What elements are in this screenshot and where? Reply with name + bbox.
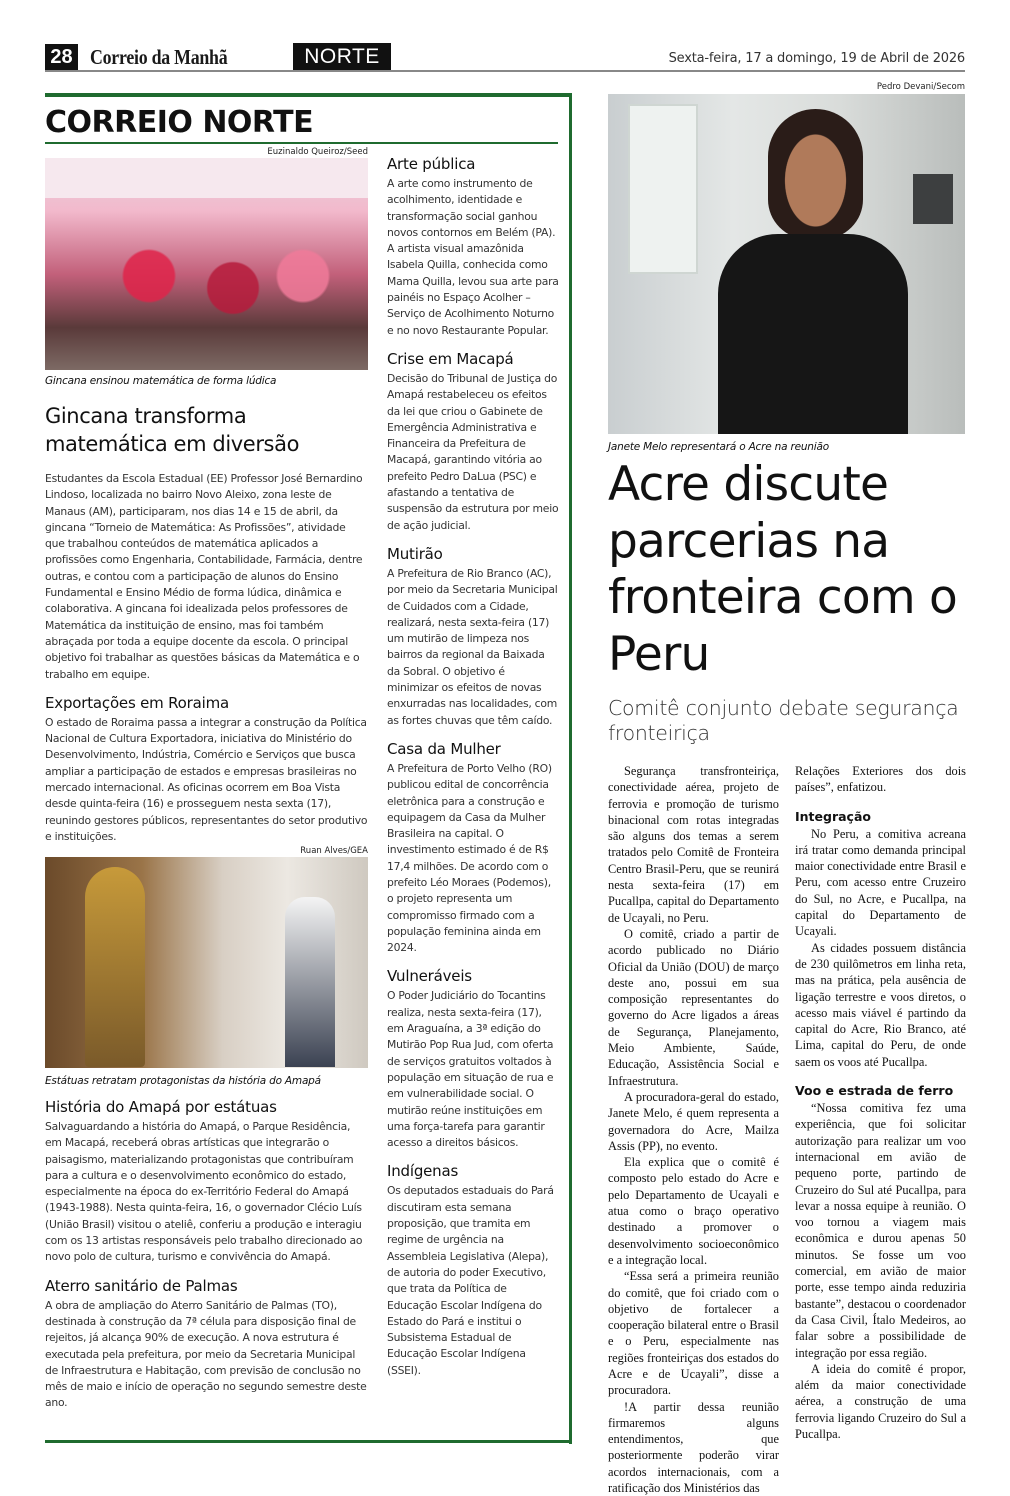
brief-body: A Prefeitura de Rio Branco (AC), por meio da Secretaria Municipal de Cuidados com a Cidade, realizará, nesta sexta-feira (17) um mutirão de limpeza nos bairros da regional da Baixada da Sobral. O objetivo é minimizar os efeitos de novas enxurradas nas localidades, com as fortes chuvas que têm caído.	[387, 566, 558, 727]
story-paragraph: As cidades possuem distância de 230 quilômetros em linha reta, mas na prática, pela ausência de ligação terrestre e voos diretos, o acesso mais viável é partindo da capital do Acre, Rio Branco, até Lima, capital do Peru, de onde saem os voos até Pucallpa.	[795, 940, 966, 1069]
brief-body: Decisão do Tribunal de Justiça do Amapá restabeleceu os efeitos da lei que criou o Gabinete de Emergência Administrativa e Financeira da Prefeitura de Macapá, garantindo vitória ao prefeito Pedro DaLua (PSC) e afastando a tentativa de suspensão da estrutura por meio de ação judicial.	[387, 371, 559, 532]
green-box-top	[45, 93, 572, 97]
brief-body: Salvaguardando a história do Amapá, o Parque Residência, em Macapá, receberá obras artísticas que integrarão o paisagismo, materializando protagonistas que contribuíram para a cultura e o desenvolvimento econômico do estado, especialmente na época do ex-Território Federal do Amapá (1943-1988). Nesta quinta-feira, 16, o governador Clécio Luís (União Brasil) visitou o ateliê, conferiu a produção e interagiu com os 13 artistas responsáveis pelo trabalho direcionado ao novo polo de cultura, turismo e convivência do Amapá.	[45, 1120, 363, 1264]
photo-statues	[45, 857, 368, 1068]
story-paragraph: O comitê, criado a partir de acordo publicado no Diário Oficial da União (DOU) de março deste ano, possui em sua composição representantes do governo do Acre ligados a áreas de Segurança, Planejamento, Meio Ambiente, Saúde, Educação, Assistência Social e Infraestrutura.	[608, 926, 779, 1088]
left-column-text	[45, 471, 368, 845]
brief-title: Vulneráveis	[387, 967, 472, 986]
photo-students	[65, 228, 345, 348]
story-paragraph: A ideia do comitê é propor, além da maior conectividade aérea, a construção de uma ferrovia ligando Cruzeiro do Sul a Pucallpa.	[795, 1361, 966, 1441]
brief-body: Os deputados estaduais do Pará discutiram esta semana proposição, que tramita em regime de urgência na Assembleia Legislativa (Alepa), de autoria do poder Executivo, que trata da Política de Educação Escolar Indígena do Estado do Pará e institui o Subsistema Estadual de Educação Escolar Indígena (SSEI).	[387, 1184, 554, 1377]
photo-banner	[628, 104, 698, 274]
story-paragraph: Ela explica que o comitê é composto pelo estado do Acre e pelo Departamento de Ucayali e atua como o braço operativo destinado a promover o desenvolvimento socioeconômico e a integração local.	[608, 1155, 779, 1267]
brief-title: Crise em Macapá	[387, 349, 514, 368]
story-subheading: Voo e estrada de ferro	[795, 1083, 954, 1099]
photo-caption: Gincana ensinou matemática de forma lúdica	[45, 375, 277, 387]
main-headline: Acre discute parcerias na fronteira com o Peru	[608, 457, 957, 682]
section-title-underline	[45, 142, 558, 144]
green-box-right	[569, 93, 572, 1444]
page-number: 28	[45, 44, 78, 71]
story-column-2	[795, 763, 966, 1442]
story-paragraph: No Peru, a comitiva acreana irá tratar como demanda principal maior conectividade entre Brasil e Peru, com acesso entre Cruzeiro do Sul, no Acre, e Pucallpa, na capital do Departamento de Ucayali.	[795, 826, 966, 939]
photo-person	[285, 897, 335, 1067]
left-column-text-2	[45, 1097, 368, 1412]
story-paragraph: “Essa será a primeira reunião do comitê, que foi criado com o objetivo de fortalecer a cooperação bilateral entre o Brasil e o Peru, especialmente nas regiões fronteiriças dos estados do Acre e de Ucayali”, disse a procuradora.	[608, 1269, 779, 1398]
story-subheading: Integração	[795, 808, 871, 824]
brief-body: A Prefeitura de Porto Velho (RO) publicou edital de concorrência eletrônica para a construção e equipagem da Casa da Mulher Brasileira na capital. O investimento estimado é de R$ 17,4 milhões. De acordo com o prefeito Léo Moraes (Podemos), o projeto representa um compromisso firmado com a população feminina ainda em 2024.	[387, 761, 552, 955]
photo-credit: Euzinaldo Queiroz/Seed	[267, 147, 368, 157]
brief-title: Indígenas	[387, 1162, 459, 1181]
photo-face	[768, 109, 863, 239]
story-paragraph: “Nossa comitiva fez uma experiência, que foi solicitar autorização para realizar um voo internacional em avião de pequeno porte, partindo de Cruzeiro do Sul até Pucallpa, para levar a nossa equipe à reunião. O voo tornou a viagem mais econômica e durou apenas 50 minutos. Se fosse um voo comercial, em avião de maior porte, esse tempo ainda reduziria bastante”, destacou o coordenador da Casa Civil, Ítalo Medeiros, ao falar sobre a possibilidade de integração por essa região.	[795, 1101, 966, 1360]
story-paragraph: Segurança transfronteiriça, conectividade aérea, projeto de ferrovia e promoção de turismo binacional com rotas integradas são alguns dos temas a serem tratados pelo Comitê de Fronteira Centro Brasil-Peru, que se reunirá nesta sexta-feira (17) em Pucallpa, capital do Departamento de Ucayali, no Peru.	[608, 764, 779, 925]
brief-title: Arte pública	[387, 155, 476, 173]
newspaper-name: Correio da Manhã	[90, 45, 228, 69]
middle-column-briefs	[387, 154, 559, 1379]
brief-title: Aterro sanitário de Palmas	[45, 1276, 238, 1295]
photo-body	[718, 234, 908, 434]
green-box-bottom	[45, 1440, 572, 1443]
photo-sign	[913, 174, 953, 224]
brief-body: O Poder Judiciário do Tocantins realiza, nesta sexta-feira (17), em Araguaína, a 3ª edição do Mutirão Pop Rua Jud, com oferta de serviços gratuitos voltados à população em situação de rua e em vulnerabilidade social. O mutirão reúne instituições em uma força-tarefa para garantir acesso a direitos básicos.	[387, 989, 554, 1150]
brief-body: A obra de ampliação do Aterro Sanitário de Palmas (TO), destinada à construção da 7ª célula para disposição final de rejeitos, já alcança 90% de execução. A nova estrutura é executada pela prefeitura, por meio da Secretaria Municipal de Infraestrutura e Habitação, com previsão de conclusão no mês de maio e início de operação no segundo semestre deste ano.	[45, 1298, 367, 1410]
issue-date: Sexta-feira, 17 a domingo, 19 de Abril de 2026	[668, 51, 965, 66]
photo-credit: Pedro Devani/Secom	[876, 82, 965, 92]
section-label: NORTE	[293, 43, 391, 70]
photo-ceiling	[45, 158, 368, 198]
brief-title: Mutirão	[387, 544, 443, 563]
story-paragraph: A procuradora-geral do estado, Janete Melo, é quem representa a governadora do Acre, Mailza Assis (PP), no evento.	[608, 1089, 779, 1153]
section-title: CORREIO NORTE	[45, 105, 314, 140]
photo-credit: Ruan Alves/GEA	[300, 846, 368, 856]
story-column-1	[608, 763, 779, 1496]
photo-caption: Estátuas retratam protagonistas da história do Amapá	[45, 1075, 321, 1087]
main-subheadline: Comitê conjunto debate segurança fronteiriça	[608, 696, 959, 745]
brief-title: Exportações em Roraima	[45, 693, 229, 712]
photo-gincana	[45, 158, 368, 370]
article-lead: Estudantes da Escola Estadual (EE) Professor José Bernardino Lindoso, localizada no bairro Novo Aleixo, zona leste de Manaus (AM), participaram, nos dias 14 e 15 de abril, da gincana “Torneio de Matemática: As Profissões”, atividade que trabalhou conteúdos de matemática aplicados a profissões como Engenharia, Contabilidade, Farmácia, dentre outras, e contou com a participação de alunos do Ensino Fundamental e Ensino Médio de forma lúdica, dinâmica e colaborativa. A gincana foi idealizada pelos professores de Matemática da instituição de ensino, mas foi também abraçada por toda a equipe docente da escola. O principal objetivo foi trabalhar as questões básicas da Matemática e o trabalho em equipe.	[45, 472, 363, 681]
brief-body: O estado de Roraima passa a integrar a construção da Política Nacional de Cultura Exportadora, iniciativa do Ministério do Desenvolvimento, Indústria, Comércio e Serviços que busca ampliar a participação de estados e empresas brasileiras no mercado internacional. As oficinas ocorrem em Boa Vista desde quinta-feira (16) e prosseguem nesta sexta (17), reunindo gestores públicos, representantes do setor produtivo e instituições.	[45, 715, 368, 843]
story-paragraph: !A partir dessa reunião firmaremos alguns entendimentos, que posteriormente poderão virar acordos internacionais, com a ratificação dos Ministérios das	[608, 1399, 779, 1496]
header-divider	[45, 70, 965, 72]
brief-title: Casa da Mulher	[387, 739, 501, 758]
photo-janete-melo	[608, 94, 965, 434]
photo-caption: Janete Melo representará o Acre na reunião	[608, 441, 829, 453]
photo-statue	[85, 867, 145, 1067]
article-headline: Gincana transforma matemática em diversão	[45, 404, 300, 456]
brief-title: História do Amapá por estátuas	[45, 1098, 277, 1116]
story-paragraph: Relações Exteriores dos dois países”, enfatizou.	[795, 764, 966, 795]
brief-body: A arte como instrumento de acolhimento, identidade e transformação social ganhou novos contornos em Belém (PA). A artista visual amazônida Isabela Quilla, conhecida como Mama Quilla, levou sua arte para painéis no Espaço Acolher – Serviço de Acolhimento Noturno e no novo Restaurante Popular.	[387, 177, 559, 337]
